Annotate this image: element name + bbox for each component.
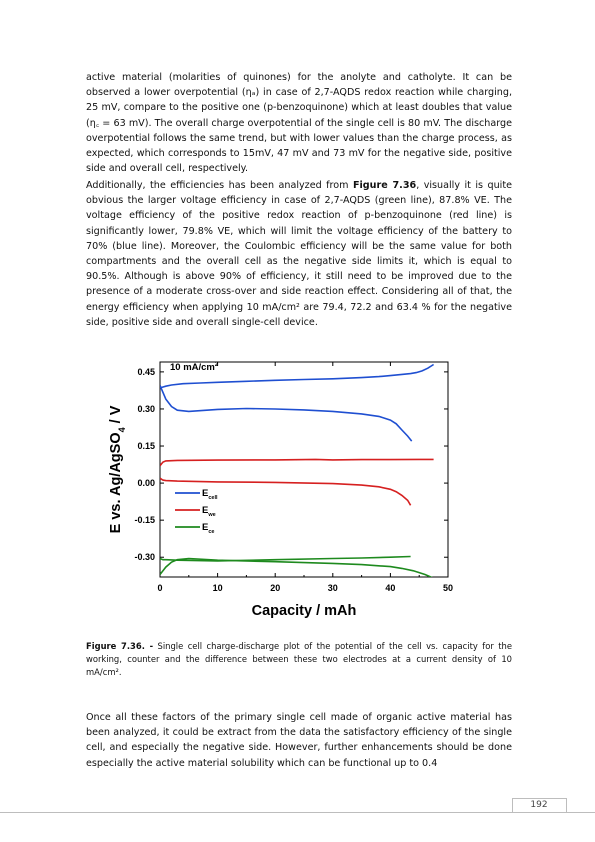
y-axis-label-main: E vs. Ag/AgSO [108, 432, 124, 534]
x-tick-label-50: 50 [442, 583, 454, 593]
paragraph-2-before: Additionally, the efficiencies has been analyzed from [86, 180, 353, 191]
figure-reference: Figure 7.36 [352, 180, 417, 191]
series-line-ce-discharge [160, 559, 434, 579]
series-line-cell-discharge [160, 386, 412, 442]
caption-label: Figure 7.36. - [86, 641, 154, 651]
paragraph-2 [86, 178, 512, 330]
y-axis-label [108, 405, 127, 533]
y-tick-label: -0.15 [134, 515, 155, 526]
y-tick-label: 0.30 [137, 403, 155, 414]
x-axis-label: Capacity / mAh [251, 603, 357, 619]
page-number-box-right [566, 798, 567, 812]
footer-rule [0, 812, 595, 813]
paragraph-3: Once all these factors of the primary single cell made of organic active material has been analyzed, it could be extract from the data the satisfactory efficiency of the single cell, and especially the negative side. However, further enhancements should be done especially the active material solubility which can be functional up to 0.4 [86, 712, 512, 769]
x-tick-label-10: 10 [212, 583, 223, 593]
series-line-we-charge [160, 459, 434, 465]
y-axis-label-unit: / V [108, 405, 124, 428]
plot-frame [160, 362, 448, 577]
series-line-we-discharge [160, 478, 411, 505]
figure-caption [86, 640, 512, 679]
paragraph-1: active material (molarities of quinones) for the anolyte and catholyte. It can be observed a lower overpotential (ηₐ) in case of 2,7-AQDS redox reaction while charging, 25 mV, compare to the positive one (p-benzoquinone) which at least doubles that value (η꜀ = 63 mV). The overall charge overpotential of the single cell is 80 mV. The discharge overpotential follows the same trend, but with lower values than the charge process, as expected, which corresponds to 15mV, 47 mV and 73 mV for the negative side, positive side and overall cell, respectively. [86, 72, 512, 175]
y-tick-label: 0.45 [137, 366, 155, 377]
page-number: 192 [530, 800, 548, 810]
y-tick-label: 0.00 [137, 478, 155, 489]
x-tick-label-20: 20 [270, 583, 281, 593]
page-number-box-top [512, 798, 566, 799]
y-tick-label: -0.30 [134, 552, 155, 563]
current-density-annotation: 10 $mA/cm^2$ [170, 362, 219, 373]
legend-label-cell: $E_{cell}$ [202, 487, 218, 501]
potential-capacity-chart [100, 352, 460, 622]
y-axis-label-sub: 4 [117, 427, 127, 433]
y-tick-label: 0.15 [137, 441, 155, 452]
caption-text: Single cell charge-discharge plot of the potential of the cell vs. capacity for the working, counter and the difference between these two electrodes at a current density of 10 mA/cm². [86, 641, 512, 677]
x-tick-label-0: 0 [157, 583, 163, 593]
paragraph-2-after: , visually it is quite obvious the larger voltage efficiency in case of 2,7-AQDS (green line), 87.8% VE. The voltage efficiency of the positive redox reaction of p-benzoquinone (red line) is significantly lower, 79.8% VE, which will limit the voltage efficiency of the battery to 70% (blue line). Moreover, the Coulombic efficiency will be the same value for both compartments and the overall cell as the negative side limits it, which is equal to 90.5%. Although is above 90% of efficiency, it still need to be improved due to the presence of a moderate cross-over and side reaction effect. Considering all of that, the energy efficiency when applying 10 mA/cm² are 79.4, 72.2 and 63.4 % for the negative side, positive side and overall single-cell device. [86, 180, 512, 328]
x-tick-label-40: 40 [385, 583, 396, 593]
legend-label-we: $E_{we}$ [202, 504, 216, 518]
figure-7-36 [100, 352, 460, 626]
legend-label-ce: $E_{ce}$ [202, 521, 215, 535]
x-tick-label-30: 30 [327, 583, 338, 593]
